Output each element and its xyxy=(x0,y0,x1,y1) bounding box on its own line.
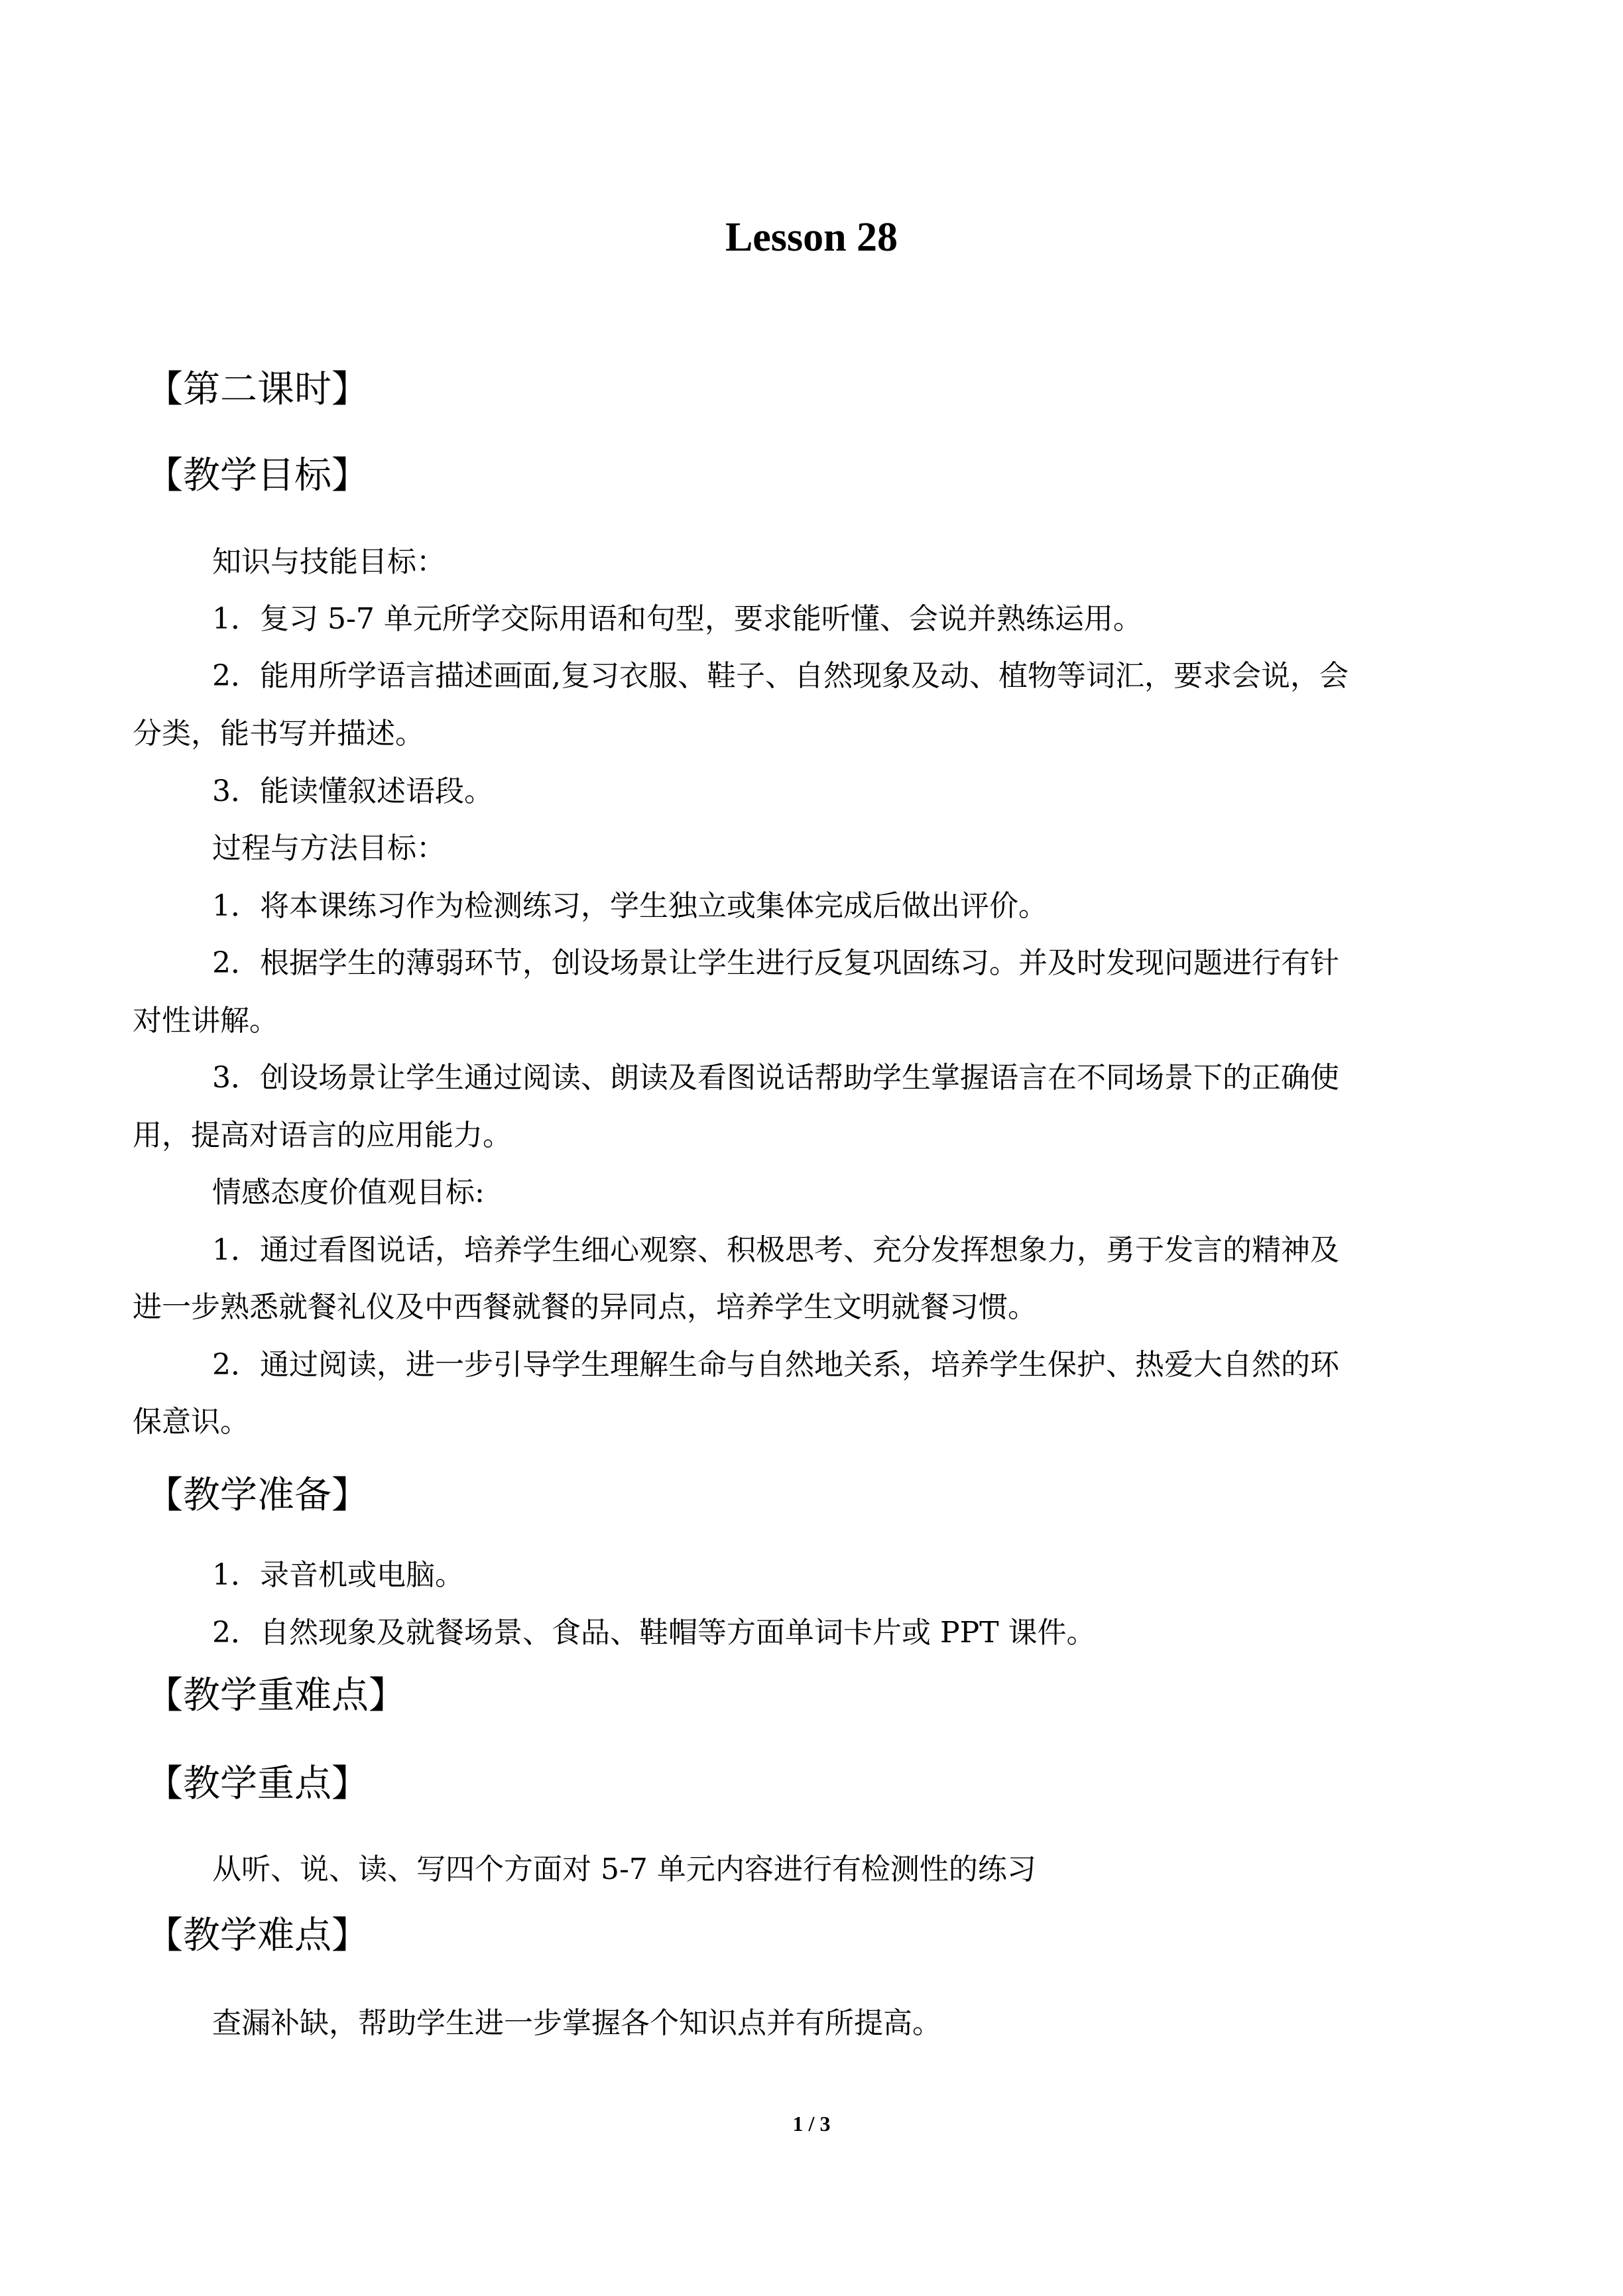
process-label: 过程与方法目标： xyxy=(212,831,446,865)
knowledge-label: 知识与技能目标： xyxy=(212,545,446,579)
process-item-continued: 对性讲解。 xyxy=(133,1004,278,1038)
heading-preparation: 【教学准备】 xyxy=(146,1474,369,1517)
emotion-item-continued: 保意识。 xyxy=(133,1405,249,1439)
knowledge-item: 2．能用所学语言描述画面,复习衣服、鞋子、自然现象及动、植物等词汇，要求会说，会 xyxy=(212,659,1349,693)
key-text: 从听、说、读、写四个方面对 5-7 单元内容进行有检测性的练习 xyxy=(212,1852,1036,1886)
heading-key: 【教学重点】 xyxy=(146,1762,369,1805)
heading-key-difficult: 【教学重难点】 xyxy=(146,1674,406,1717)
process-item-continued: 用，提高对语言的应用能力。 xyxy=(133,1118,512,1152)
heading-difficult: 【教学难点】 xyxy=(146,1914,369,1957)
process-item: 2．根据学生的薄弱环节，创设场景让学生进行反复巩固练习。并及时发现问题进行有针 xyxy=(212,946,1339,980)
process-item: 1．将本课练习作为检测练习，学生独立或集体完成后做出评价。 xyxy=(212,889,1048,923)
knowledge-item: 3．能读懂叙述语段。 xyxy=(212,774,493,808)
process-item: 3．创设场景让学生通过阅读、朗读及看图说话帮助学生掌握语言在不同场景下的正确使 xyxy=(212,1061,1339,1095)
preparation-item: 2．自然现象及就餐场景、食品、鞋帽等方面单词卡片或 PPT 课件。 xyxy=(212,1616,1096,1650)
emotion-item: 2．通过阅读，进一步引导学生理解生命与自然地关系，培养学生保护、热爱大自然的环 xyxy=(212,1348,1339,1382)
emotion-item: 1．通过看图说话，培养学生细心观察、积极思考、充分发挥想象力，勇于发言的精神及 xyxy=(212,1233,1339,1267)
knowledge-item-continued: 分类，能书写并描述。 xyxy=(133,717,424,751)
emotion-item-continued: 进一步熟悉就餐礼仪及中西餐就餐的异同点，培养学生文明就餐习惯。 xyxy=(133,1290,1037,1324)
page-title: Lesson 28 xyxy=(725,215,898,260)
page-number: 1 / 3 xyxy=(792,2112,831,2136)
heading-period: 【第二课时】 xyxy=(146,368,369,411)
emotion-label: 情感态度价值观目标: xyxy=(212,1176,485,1209)
heading-objectives: 【教学目标】 xyxy=(146,454,369,497)
difficult-text: 查漏补缺，帮助学生进一步掌握各个知识点并有所提高。 xyxy=(212,2006,941,2040)
preparation-item: 1．录音机或电脑。 xyxy=(212,1558,464,1592)
knowledge-item: 1．复习 5-7 单元所学交际用语和句型，要求能听懂、会说并熟练运用。 xyxy=(212,602,1142,636)
